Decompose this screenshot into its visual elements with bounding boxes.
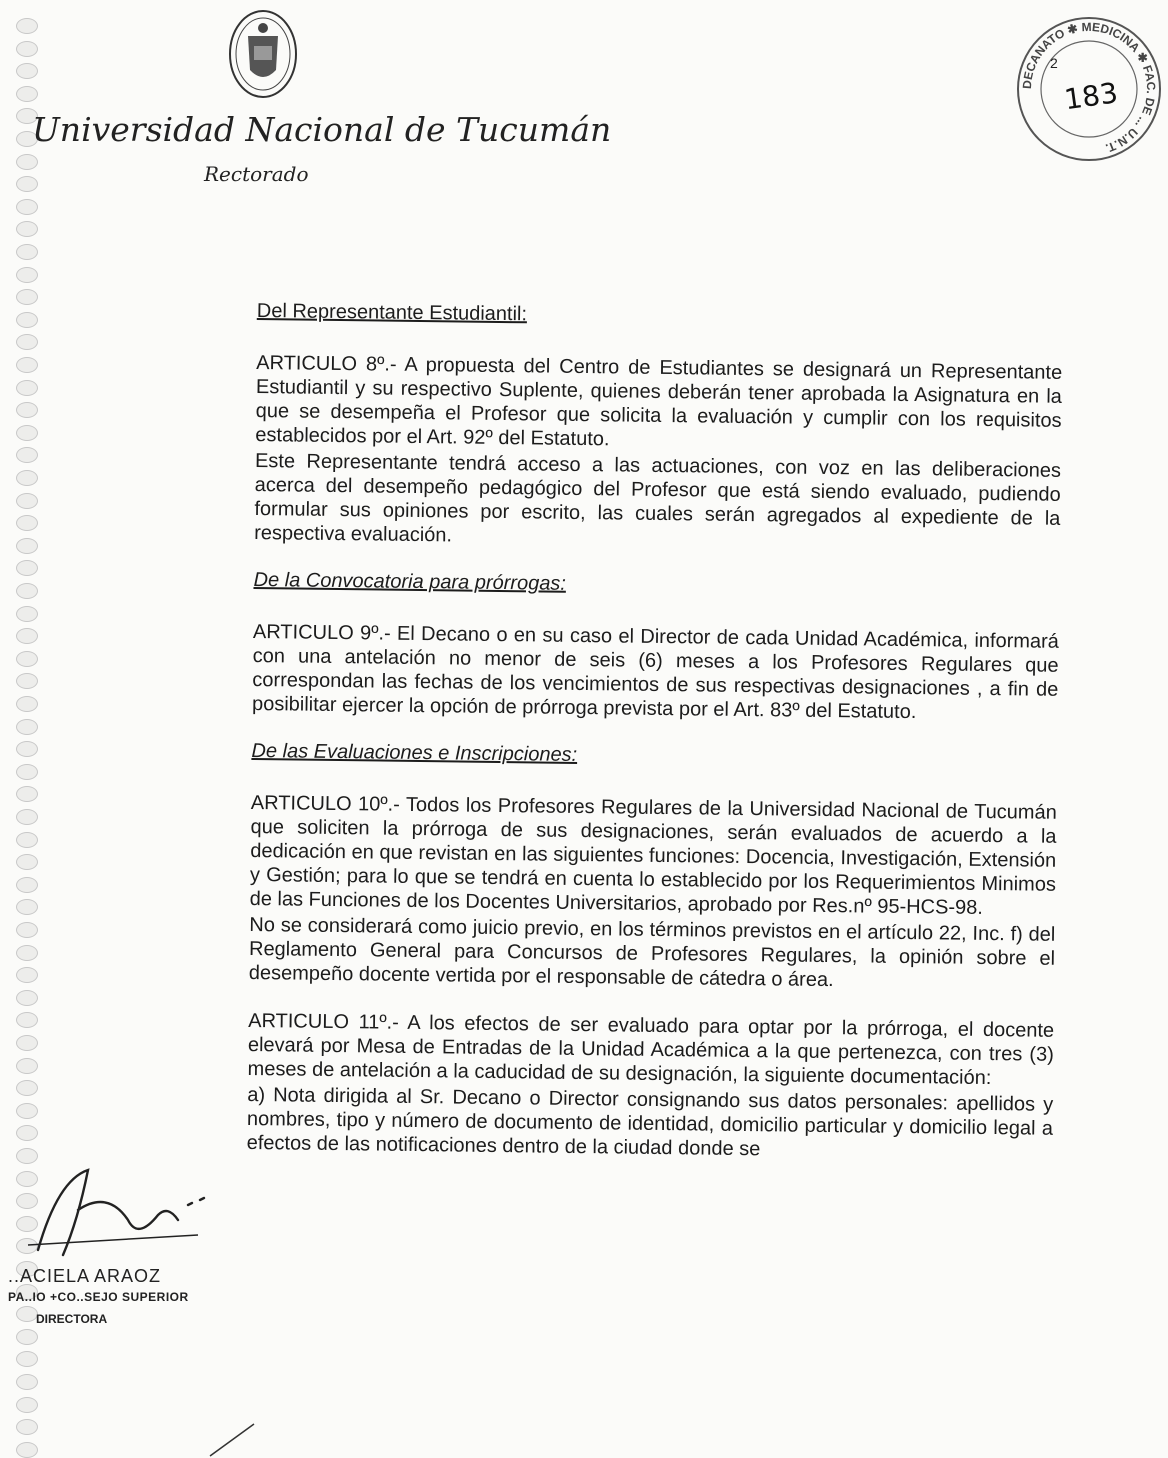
binder-hole — [16, 1035, 38, 1051]
article-9: ARTICULO 9º.- El Decano o en su caso el Director de cada Unidad Académica, informará con una antelación no menor de seis (6) meses a los Profesores Regulares que correspondan las fechas de los vencimientos de sus respectivas designaciones , a fin de posibilitar ejercer la opción de prórroga prevista por el Art. 83º del Estatuto. — [251, 620, 1060, 724]
binder-hole — [16, 1351, 38, 1367]
binder-hole — [16, 154, 38, 170]
signatory-role: PA..IO +CO..SEJO SUPERIOR — [8, 1290, 189, 1304]
binder-hole — [16, 312, 38, 328]
binder-hole — [16, 583, 38, 599]
binder-hole — [16, 470, 38, 486]
binder-hole — [16, 628, 38, 644]
binder-hole — [16, 719, 38, 735]
binder-hole — [16, 809, 38, 825]
handwritten-signature-icon — [18, 1160, 218, 1270]
university-crest-seal-icon — [226, 8, 300, 100]
section-heading-convocatoria: De la Convocatoria para prórrogas: — [253, 568, 567, 595]
binder-hole — [16, 538, 38, 554]
binder-hole — [16, 221, 38, 237]
binder-hole — [16, 402, 38, 418]
binder-hole — [16, 86, 38, 102]
binder-hole — [16, 199, 38, 215]
binder-hole — [16, 1103, 38, 1119]
binder-hole — [16, 877, 38, 893]
faculty-stamp-icon — [1012, 14, 1166, 164]
article-8: ARTICULO 8º.- A propuesta del Centro de Estudiantes se designará un Representante Estudiantil y su respectivo Suplente, quienes deberán tener aprobada la Asignatura en la que se desempeña el Profesor que solicita la evaluación y cumplir con los requisitos establecidos por el Art. 92º del Estatuto. — [255, 351, 1063, 451]
binder-hole — [16, 1012, 38, 1028]
binder-hole — [16, 425, 38, 441]
binder-hole — [16, 334, 38, 350]
binder-hole — [16, 945, 38, 961]
binder-hole — [16, 1397, 38, 1413]
signatory-title: DIRECTORA — [36, 1312, 108, 1326]
binder-hole — [16, 1080, 38, 1096]
article-11-item-a: a) Nota dirigida al Sr. Decano o Director consignando sus datos personales: apellidos y nombres, tipo y número de documento de identidad, domicilio particular y domicilio legal a efectos de las notificaciones dentro de la ciudad donde se — [246, 1083, 1054, 1161]
stamp-folio-small: 2 — [1050, 55, 1058, 71]
article-8-continued: Este Representante tendrá acceso a las actuaciones, con voz en las deliberaciones acerca del desempeño pedagógico del Profesor que está siendo evaluado, pudiendo formular sus opiniones por escrito, las cuales serán agregados al expediente de la respectiva evaluación. — [254, 449, 1062, 547]
binder-hole — [16, 515, 38, 531]
binder-hole — [16, 764, 38, 780]
section-heading-evaluaciones: De las Evaluaciones e Inscripciones: — [251, 739, 578, 766]
binder-hole — [16, 1419, 38, 1435]
binder-hole — [16, 244, 38, 260]
binder-hole — [16, 651, 38, 667]
article-10-continued: No se considerará como juicio previo, en los términos previstos en el artículo 22, Inc. f) del Reglamento General para Concursos de Profesores Regulares, la opinión sobre el desempeño docente vertida por el responsable de cátedra o área. — [248, 913, 1056, 992]
binder-hole — [16, 18, 38, 34]
binder-hole — [16, 41, 38, 57]
article-10: ARTICULO 10º.- Todos los Profesores Regulares de la Universidad Nacional de Tucumán que soliciten la prórroga de sus designaciones, serán evaluados de acuerdo a la dedicación en que revistan en las siguientes funciones: Docencia, Investigación, Extensión y Gestión; para lo que se tendrá en cuenta lo establecido por los Requerimientos Minimos de las Funciones de los Docentes Universitarios, aprobado por Res.nº 95-HCS-98. — [249, 791, 1057, 919]
binder-hole — [16, 357, 38, 373]
binder-hole — [16, 741, 38, 757]
pen-stroke-icon — [208, 1418, 258, 1458]
binder-hole — [16, 267, 38, 283]
signatory-name: ..ACIELA ARAOZ — [8, 1266, 162, 1286]
binder-hole — [16, 380, 38, 396]
binder-hole — [16, 696, 38, 712]
office-name: Rectorado — [204, 162, 309, 186]
document-body — [247, 300, 1063, 1167]
binder-hole — [16, 854, 38, 870]
binder-hole — [16, 447, 38, 463]
binder-hole — [16, 176, 38, 192]
university-name: Universidad Nacional de Tucumán — [32, 110, 612, 149]
binder-hole — [16, 493, 38, 509]
binder-hole — [16, 1329, 38, 1345]
binder-hole — [16, 560, 38, 576]
binder-hole — [16, 786, 38, 802]
article-11: ARTICULO 11º.- A los efectos de ser evaluado para optar por la prórroga, el docente elevará por Mesa de Entradas de la Unidad Académica a la que pertenezca, con tres (3) meses de antelación a la caducidad de su designación, la siguiente documentación: — [247, 1009, 1055, 1090]
stamp-folio-number: 183 — [1062, 76, 1120, 117]
binder-hole — [16, 673, 38, 689]
binder-hole — [16, 990, 38, 1006]
binder-hole — [16, 899, 38, 915]
binder-hole — [16, 1058, 38, 1074]
section-heading-student-rep: Del Representante Estudiantil: — [256, 300, 528, 326]
binder-hole — [16, 289, 38, 305]
binder-hole — [16, 606, 38, 622]
binder-hole — [16, 832, 38, 848]
binder-hole — [16, 1374, 38, 1390]
binder-hole — [16, 967, 38, 983]
binder-hole — [16, 1442, 38, 1458]
binder-hole — [16, 1306, 38, 1322]
binder-hole — [16, 1125, 38, 1141]
binder-hole — [16, 922, 38, 938]
stamp-ring-text: DECANATO ✱ MEDICINA ✱ FAC. DE ... U.N.T. — [1019, 19, 1159, 156]
binder-hole — [16, 63, 38, 79]
